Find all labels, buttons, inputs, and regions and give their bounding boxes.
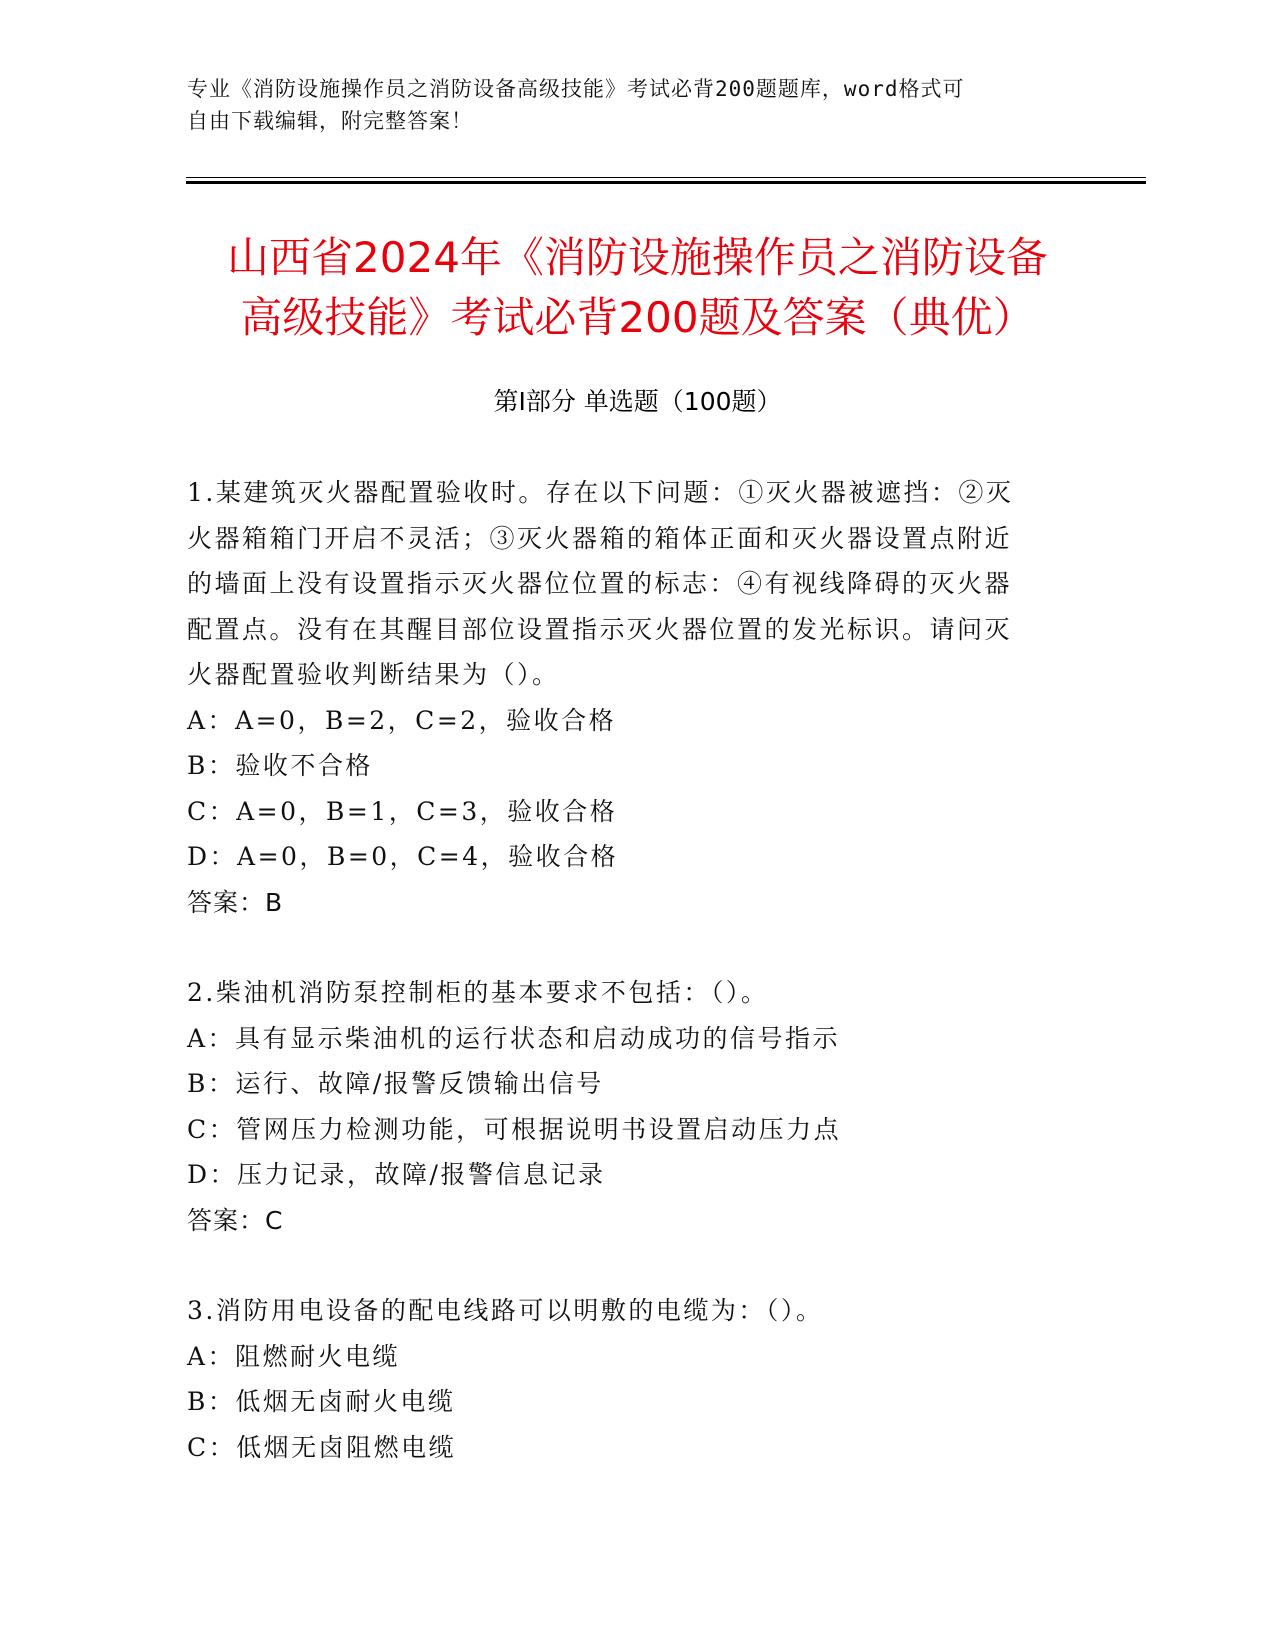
question-stem-line: 火器配置验收判断结果为（）。 (187, 660, 560, 689)
answer-option: C：A=0，B=1，C=3，验收合格 (187, 796, 618, 826)
question-list (187, 470, 1072, 1515)
answer-option: C：管网压力检测功能，可根据说明书设置启动压力点 (187, 1114, 842, 1144)
question-stem-line: 2.柴油机消防泵控制柜的基本要求不包括：（）。 (187, 978, 769, 1007)
header-note-line-2: 自由下载编辑，附完整答案！ (187, 109, 473, 133)
answer-option: B：运行、故障/报警反馈输出信号 (187, 1069, 604, 1098)
question-stem-line: 3.消防用电设备的配电线路可以明敷的电缆为：（）。 (187, 1296, 824, 1325)
question-stem-line: 1.某建筑灭火器配置验收时。存在以下问题：①灭火器被遮挡：②灭 (187, 478, 1014, 507)
question-stem-line: 火器箱箱门开启不灵活；③灭火器箱的箱体正面和灭火器设置点附近 (187, 523, 1013, 553)
answer-option: B：低烟无卤耐火电缆 (187, 1387, 456, 1416)
question-block (187, 970, 1072, 1243)
header-note-line-1: 专业《消防设施操作员之消防设备高级技能》考试必背200题题库，word格式可 (187, 77, 965, 101)
answer-option: D：压力记录，故障/报警信息记录 (187, 1160, 606, 1189)
question-stem-line: 配置点。没有在其醒目部位设置指示灭火器位置的发光标识。请问灭 (187, 614, 1013, 644)
answer-key: 答案：C (187, 1205, 284, 1235)
answer-option: A：具有显示柴油机的运行状态和启动成功的信号指示 (187, 1023, 841, 1053)
question-stem-line: 的墙面上没有设置指示灭火器位位置的标志：④有视线降碍的灭火器 (187, 569, 1013, 598)
header-note (187, 73, 1087, 137)
header-divider-thin (186, 177, 1146, 178)
question-block (187, 1288, 1072, 1470)
answer-option: C：低烟无卤阻燃电缆 (187, 1432, 457, 1462)
document-title-line-1: 山西省2024年《消防设施操作员之消防设备 (227, 233, 1048, 282)
answer-option: D：A=0，B=0，C=4，验收合格 (187, 842, 619, 871)
answer-key: 答案：B (187, 887, 284, 917)
document-title-line-2: 高级技能》考试必背200题及答案（典优） (240, 293, 1035, 342)
header-divider-thick (186, 181, 1146, 184)
question-block (187, 470, 1072, 925)
answer-option: A：阻燃耐火电缆 (187, 1341, 401, 1371)
section-title: 第I部分 单选题（100题） (493, 387, 782, 416)
answer-option: B：验收不合格 (187, 751, 373, 780)
document-title (150, 228, 1125, 348)
answer-option: A：A=0，B=2，C=2，验收合格 (187, 705, 617, 735)
